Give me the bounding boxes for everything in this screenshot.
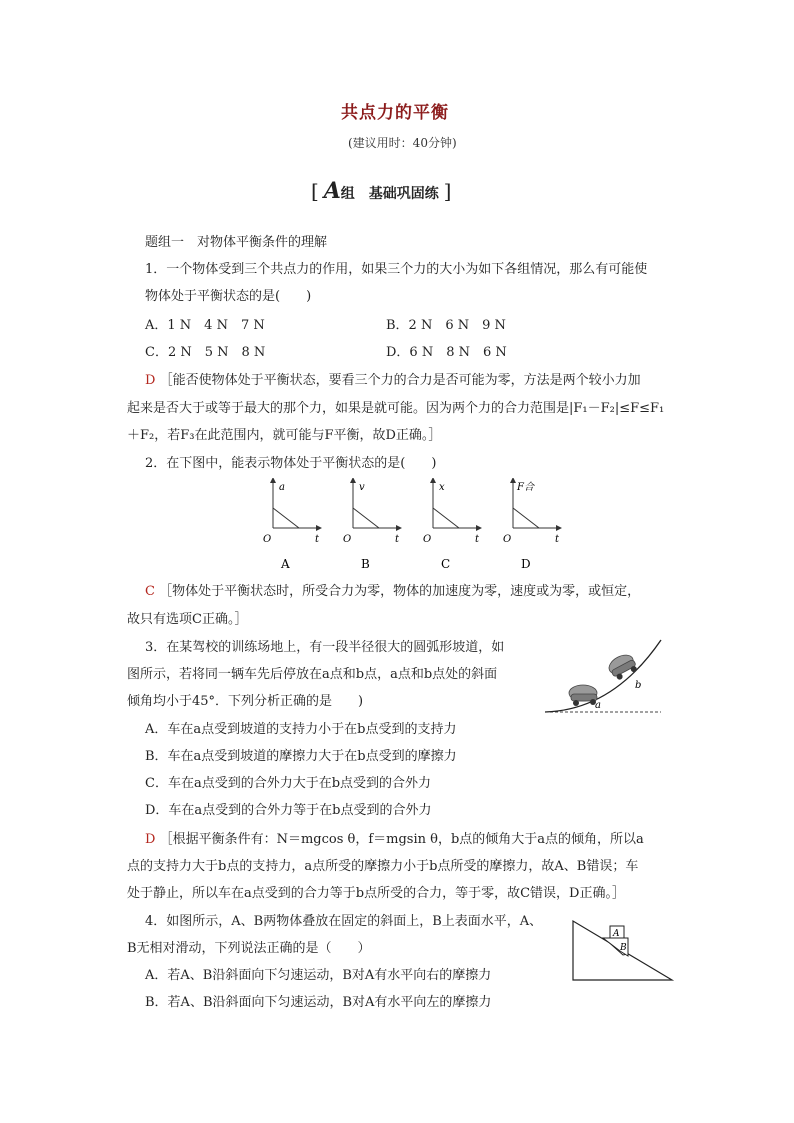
q1-option-c: C．2 N 5 N 8 N — [145, 345, 266, 360]
q1-answer: D — [145, 373, 156, 388]
q3-answer: D — [145, 832, 156, 847]
q3-label-b: b — [635, 680, 642, 691]
q2-graphs-figure — [255, 478, 575, 578]
q4-option-a: A．若A、B沿斜面向下匀速运动，B对A有水平向右的摩擦力 — [145, 968, 492, 983]
group-text: 组 基础巩固练 — [340, 186, 439, 202]
page-subtitle: (建议用时：40分钟) — [348, 136, 457, 150]
q3-stem-line1: 3．在某驾校的训练场地上，有一段半径很大的圆弧形坡道，如 — [145, 640, 505, 655]
group-heading — [311, 178, 451, 204]
q1-option-b: B．2 N 6 N 9 N — [386, 318, 506, 333]
q4-label-b: B — [620, 943, 627, 953]
q2-stem: 2．在下图中，能表示物体处于平衡状态的是( ) — [145, 456, 437, 471]
graph-c-xlabel: t — [475, 534, 480, 545]
group-letter: A — [323, 178, 341, 204]
q1-explanation-text1: ［能否使物体处于平衡状态，要看三个力的合力是否可能为零，方法是两个较小力加 — [159, 373, 641, 388]
graph-c-caption: C — [441, 557, 451, 571]
graph-d-caption: D — [521, 557, 531, 571]
graph-d — [503, 480, 560, 571]
q1-explanation-line1 — [145, 367, 641, 394]
q4-stem-line2: B无相对滑动，下列说法正确的是（ ） — [127, 941, 371, 956]
graph-a-ylabel: a — [279, 482, 285, 493]
graph-a — [263, 480, 320, 571]
page-title: 共点力的平衡 — [341, 103, 449, 123]
graph-b — [343, 480, 400, 571]
graph-b-ylabel: v — [359, 482, 365, 493]
graph-d-xlabel: t — [555, 534, 560, 545]
graph-b-origin: O — [343, 534, 352, 545]
graph-b-xlabel: t — [395, 534, 400, 545]
q3-stem-line2: 图所示，若将同一辆车先后停放在a点和b点，a点和b点处的斜面 — [127, 667, 498, 682]
graph-d-ylabel: F合 — [517, 482, 534, 493]
section-label: 题组一 对物体平衡条件的理解 — [145, 235, 328, 250]
q3-explanation-line2: 点的支持力大于b点的支持力，a点所受的摩擦力小于b点所受的摩擦力，故A、B错误；车 — [127, 859, 639, 874]
group-bracket-close: ] — [443, 179, 452, 203]
q1-option-a: A．1 N 4 N 7 N — [145, 318, 265, 333]
graph-c-ylabel: x — [439, 482, 445, 493]
q3-explanation-text1: ［根据平衡条件有：N＝mgcos θ，f＝mgsin θ，b点的倾角大于a点的倾角，所以a — [159, 832, 644, 847]
q3-label-a: a — [595, 700, 601, 711]
q1-explanation-line2: 起来是否大于或等于最大的那个力，如果是就可能。因为两个力的合力范围是|F₁－F₂|≤F≤F₁ — [127, 401, 665, 416]
q1-stem-line1: 1．一个物体受到三个共点力的作用，如果三个力的大小为如下各组情况，那么有可能使 — [145, 262, 648, 277]
q2-explanation-line1 — [145, 578, 640, 605]
graph-d-origin: O — [503, 534, 512, 545]
q4-stem-line1: 4．如图所示，A、B两物体叠放在固定的斜面上，B上表面水平，A、 — [145, 914, 543, 929]
graph-c-origin: O — [423, 534, 432, 545]
q4-incline-figure — [570, 918, 676, 984]
graph-c — [423, 480, 480, 571]
q1-stem-line2: 物体处于平衡状态的是( ) — [145, 289, 312, 304]
q2-explanation-line2: 故只有选项C正确。］ — [127, 612, 248, 627]
car-a-icon — [569, 685, 597, 706]
graph-a-origin: O — [263, 534, 272, 545]
q3-explanation-line3: 处于静止，所以车在a点受到的合力等于b点所受的合力，等于零，故C错误，D正确。］ — [127, 886, 625, 901]
graph-a-xlabel: t — [315, 534, 320, 545]
graph-b-caption: B — [361, 557, 370, 571]
q3-option-c: C．车在a点受到的合外力大于在b点受到的合外力 — [145, 776, 432, 791]
q3-option-b: B．车在a点受到坡道的摩擦力大于在b点受到的摩擦力 — [145, 749, 457, 764]
q1-option-d: D．6 N 8 N 6 N — [386, 345, 507, 360]
q4-label-a: A — [613, 929, 620, 939]
q3-option-d: D．车在a点受到的合外力等于在b点受到的合外力 — [145, 803, 432, 818]
q3-slope-figure — [543, 636, 665, 718]
q3-stem-line3: 倾角均小于45°．下列分析正确的是 ) — [127, 694, 364, 709]
q1-explanation-line3: ＋F₂，若F₃在此范围内，就可能与F平衡，故D正确。］ — [127, 428, 442, 443]
q4-option-b: B．若A、B沿斜面向下匀速运动，B对A有水平向左的摩擦力 — [145, 995, 492, 1010]
q2-answer: C — [145, 584, 155, 599]
q3-explanation-line1 — [145, 826, 644, 853]
q2-explanation-text1: ［物体处于平衡状态时，所受合力为零，物体的加速度为零，速度或为零，或恒定， — [159, 584, 641, 599]
graph-a-caption: A — [281, 557, 290, 571]
car-b-icon — [606, 651, 639, 682]
group-bracket-open: [ — [311, 179, 319, 203]
q3-option-a: A．车在a点受到坡道的支持力小于在b点受到的支持力 — [145, 722, 457, 737]
